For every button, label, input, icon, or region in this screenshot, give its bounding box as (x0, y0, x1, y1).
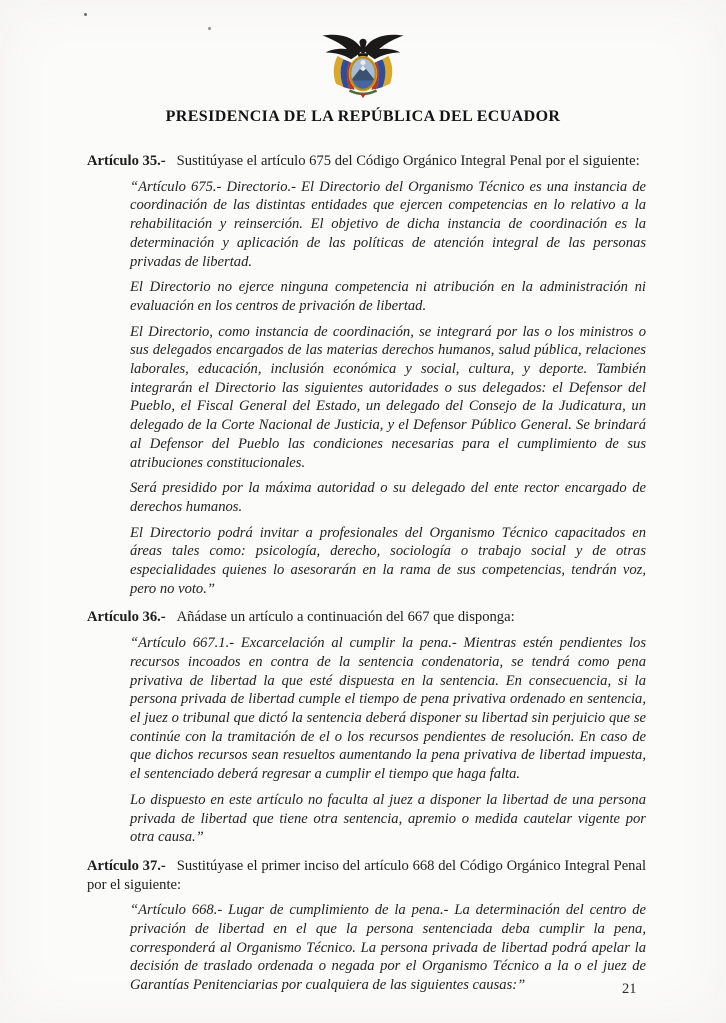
scan-artifact-dot (84, 13, 87, 16)
article-37 (87, 857, 646, 995)
page-number: 21 (622, 981, 637, 997)
header-title: PRESIDENCIA DE LA REPÚBLICA DEL ECUADOR (165, 108, 561, 125)
scan-artifact-dot (208, 27, 211, 30)
article-intro-text: Añádase un artículo a continuación del 667 que disponga: (176, 609, 515, 626)
article-number: Artículo 37.- (87, 857, 166, 874)
article-paragraph: Lo dispuesto en este artículo no faculta al juez a disponer la libertad de una persona privada de libertad que tiene otra sentencia, apremio o medida cautelar vigente por otra causa.” (130, 791, 646, 846)
article-heading (87, 608, 646, 627)
article-heading (87, 857, 646, 894)
article-number: Artículo 36.- (87, 609, 166, 626)
ecuador-coat-of-arms-icon (311, 33, 415, 99)
document-header (0, 0, 726, 126)
article-35 (87, 152, 646, 598)
document-body (0, 152, 726, 995)
article-intro-text: Sustitúyase el primer inciso del artículo 668 del Código Orgánico Integral Penal por el siguiente: (87, 857, 646, 893)
article-36 (87, 608, 646, 846)
article-paragraph: El Directorio, como instancia de coordinación, se integrará por las o los ministros o sus delegados encargados de las materias derechos humanos, salud pública, relaciones laborales, educación, inclusión económica y social, cultura, y deporte. También integrarán el Directorio las siguientes autoridades o sus delegados: el Defensor del Pueblo, el Fiscal General del Estado, un delegado del Consejo de la Judicatura, un delegado de la Corte Nacional de Justicia, y el Defensor Público General. Se brindará al Defensor del Pueblo las condiciones necesarias para el cumplimiento de sus atribuciones constitucionales. (130, 323, 646, 471)
article-heading (87, 152, 646, 171)
article-paragraph: “Artículo 675.- Directorio.- El Directorio del Organismo Técnico es una instancia de coordinación de las distintas entidades que ejercen competencias en lo relativo a la rehabilitación y reinserción. El objetivo de dicha instancia de coordinación es la determinación y aplicación de las políticas de atención integral de las personas privadas de libertad. (130, 178, 646, 270)
article-paragraph: Será presidido por la máxima autoridad o su delegado del ente rector encargado de derechos humanos. (130, 480, 646, 515)
article-paragraph: “Artículo 668.- Lugar de cumplimiento de la pena.- La determinación del centro de privación de libertad en el que la persona sentenciada deba cumplir la pena, corresponderá al Organismo Técnico. La persona privada de libertad podrá apelar la decisión de traslado ordenada o negada por el Organismo Técnico a la o el juez de Garantías Penitenciarias por cualquiera de las siguientes causas:” (130, 902, 646, 994)
article-paragraph: “Artículo 667.1.- Excarcelación al cumplir la pena.- Mientras estén pendientes los recursos incoados en contra de la sentencia condenatoria, se tendrá como pena privativa de libertad la que esté dispuesta en la sentencia. En consecuencia, si la persona privada de libertad cumple el tiempo de pena privativa ordenado en sentencia, el juez o tribunal que dictó la sentencia deberá disponer su libertad sin perjuicio que se continúe con la tramitación de el o los recursos pendientes de resolución. En caso de que dichos recursos sean resueltos aumentando la pena privativa de libertad impuesta, el sentenciado deberá regresar a cumplir el tiempo que haga falta. (130, 635, 646, 783)
article-paragraph: El Directorio no ejerce ninguna competencia ni atribución en la administración ni evaluación en los centros de privación de libertad. (130, 279, 646, 314)
article-intro-text: Sustitúyase el artículo 675 del Código Orgánico Integral Penal por el siguiente: (176, 153, 640, 169)
article-paragraph: El Directorio podrá invitar a profesionales del Organismo Técnico capacitados en áreas tales como: psicología, derecho, sociología o trabajo social y de otras especialidades quienes lo asesorarán en la rama de sus competencias, tendrán voz, pero no voto.” (130, 524, 646, 597)
article-number: Artículo 35.- (87, 153, 166, 169)
